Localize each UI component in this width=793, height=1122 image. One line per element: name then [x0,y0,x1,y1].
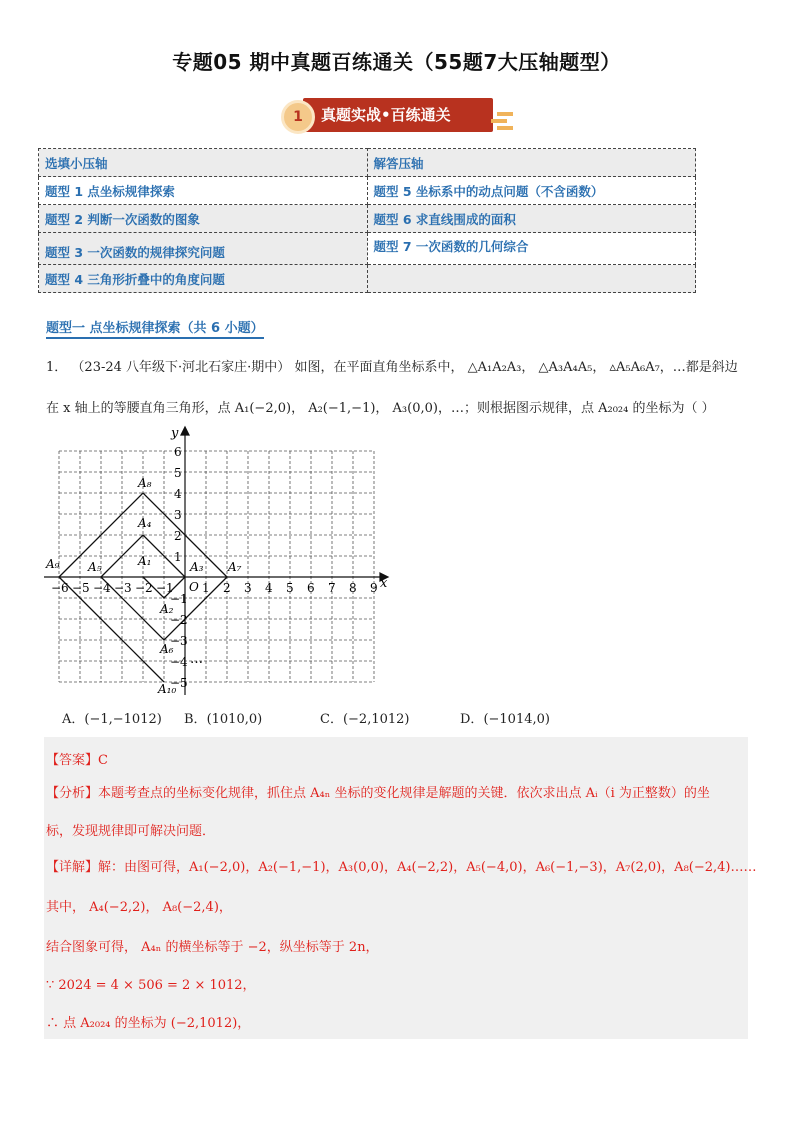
x-axis-label: x [380,576,388,591]
x-tick-label: 6 [307,581,315,595]
x-tick-label: 4 [265,581,273,595]
x-tick-label: 9 [370,581,378,595]
badge-decoration [497,126,513,130]
triangle-2: △A₃A₄A₅ [538,360,593,375]
topic-index-table [38,148,696,293]
page-title: 专题05 期中真题百练通关（55题7大压轴题型） [172,50,621,74]
x-tick-label: −5 [72,581,90,595]
triangle-3: ▵A₅A₆A₇ [609,360,660,375]
label-a5: A₅ [88,560,102,574]
question-source: （23-24 八年级下·河北石家庄·期中） [71,360,291,375]
y-tick-label: −5 [170,676,188,690]
question-stem-end: ，…都是斜边 [659,360,738,375]
question-line2-end: 的坐标为（ ） [632,401,715,416]
y-tick-label: 5 [174,466,182,480]
detail-line-4: ∵ 2024 = 4 × 506 = 2 × 1012， [46,978,256,993]
option-d[interactable]: D．(−1014,0) [460,712,550,727]
label-a8: A₈ [138,476,152,490]
label-a1: A₁ [138,554,152,568]
point-a3: A₃(0,0) [392,401,438,416]
x-tick-label: 7 [328,581,336,595]
answer-value: C [98,753,108,768]
index-link-type4[interactable]: 题型 4 三角形折叠中的角度问题 [39,265,368,293]
x-tick-label: −4 [93,581,111,595]
target-point: A₂₀₂₄ [598,401,629,416]
label-a3: A₃ [190,560,204,574]
point-a1: A₁(−2,0) [234,401,292,416]
index-left-head: 选填小压轴 [39,149,368,177]
index-link-type3[interactable]: 题型 3 一次函数的规律探究问题 [39,233,368,265]
option-b[interactable]: B．(1010,0) [184,712,263,727]
x-tick-label: 3 [244,581,252,595]
ellipsis-label: … [190,652,203,667]
analysis-line-1 [46,782,710,801]
y-tick-label: −1 [170,592,188,606]
y-tick-label: −4 [170,655,188,669]
analysis-tag: 【分析】 [46,786,99,801]
origin-label: O [189,580,199,594]
badge-number: 1 [281,100,315,134]
badge-label: 真题实战•百练通关 [321,106,451,124]
detail-line-3: 结合图象可得， A₄ₙ 的横坐标等于 −2，纵坐标等于 2n， [46,940,379,955]
question-line-1: 1． （23-24 八年级下·河北石家庄·期中） 如图，在平面直角坐标系中， △A₁A₂A₃， △A₃A₄A₅， ▵A₅A₆A₇，…都是斜边 [46,360,738,375]
x-tick-label: 8 [349,581,357,595]
point-a2: A₂(−1,−1) [308,401,376,416]
detail-text-1: 解：由图可得，A₁(−2,0)，A₂(−1,−1)，A₃(0,0)，A₄(−2,2)，A₅(−4,0)，A₆(−1,−3)，A₇(2,0)，A₈(−2,4)…… [98,860,757,875]
y-tick-label: −3 [170,634,188,648]
question-number: 1． [46,360,68,375]
y-tick-label: −2 [170,613,188,627]
index-link-type6[interactable]: 题型 6 求直线围成的面积 [367,205,696,233]
label-a4: A₄ [138,516,152,530]
question-line-2: 在 x 轴上的等腰直角三角形，点 A₁(−2,0)， A₂(−1,−1)， A₃(0,0)，…；则根据图示规律，点 A₂₀₂₄ 的坐标为（ ） [46,401,715,416]
coordinate-figure [42,425,392,697]
y-tick-label: 4 [174,487,182,501]
x-tick-label: 2 [223,581,231,595]
index-link-type7[interactable]: 题型 7 一次函数的几何综合 [367,233,696,265]
section-badge [281,98,513,138]
question-line2-mid: ，…；则根据图示规律，点 [437,401,594,416]
index-right-head: 解答压轴 [367,149,696,177]
detail-line-5: ∴ 点 A₂₀₂₄ 的坐标为 (−2,1012)， [46,1016,251,1031]
badge-decoration [491,119,507,123]
option-c[interactable]: C．(−2,1012) [320,712,410,727]
x-tick-label: 5 [286,581,294,595]
y-tick-label: 6 [174,445,182,459]
answer-tag: 【答案】 [46,753,99,768]
label-a2: A₂ [160,602,174,616]
label-a7: A₇ [228,560,242,574]
x-tick-label: −1 [156,581,174,595]
badge-decoration [497,112,513,116]
y-tick-label: 2 [174,529,182,543]
detail-line-2: 其中， A₄(−2,2)， A₈(−2,4)， [46,900,232,915]
triangle-1: △A₁A₂A₃ [467,360,522,375]
analysis-line-2: 标，发现规律即可解决问题． [46,824,216,839]
detail-tag: 【详解】 [46,860,99,875]
x-tick-label: 1 [202,581,210,595]
x-tick-label: −3 [114,581,132,595]
analysis-text-1: 本题考查点的坐标变化规律，抓住点 A₄ₙ 坐标的变化规律是解题的关键．依次求出点 Aᵢ（i 为正整数）的坐 [98,786,710,801]
section-heading: 题型一 点坐标规律探索（共 6 小题） [46,317,264,339]
question-stem: 如图，在平面直角坐标系中， [294,360,464,375]
index-link-type1[interactable]: 题型 1 点坐标规律探索 [39,177,368,205]
answer-line [46,749,108,768]
y-axis-label: y [171,426,179,441]
option-a[interactable]: A．(−1,−1012) [62,712,162,727]
index-link-type5[interactable]: 题型 5 坐标系中的动点问题（不含函数） [367,177,696,205]
label-a9: A₉ [46,557,60,571]
index-empty-cell [367,265,696,293]
label-a10: A₁₀ [158,682,177,696]
x-tick-label: −2 [135,581,153,595]
index-link-type2[interactable]: 题型 2 判断一次函数的图象 [39,205,368,233]
question-line2-text: 在 x 轴上的等腰直角三角形，点 [46,401,231,416]
y-tick-label: 3 [174,508,182,522]
label-a6: A₆ [160,642,174,656]
detail-line-1 [46,856,757,875]
x-tick-label: −6 [51,581,69,595]
y-tick-label: 1 [174,550,182,564]
